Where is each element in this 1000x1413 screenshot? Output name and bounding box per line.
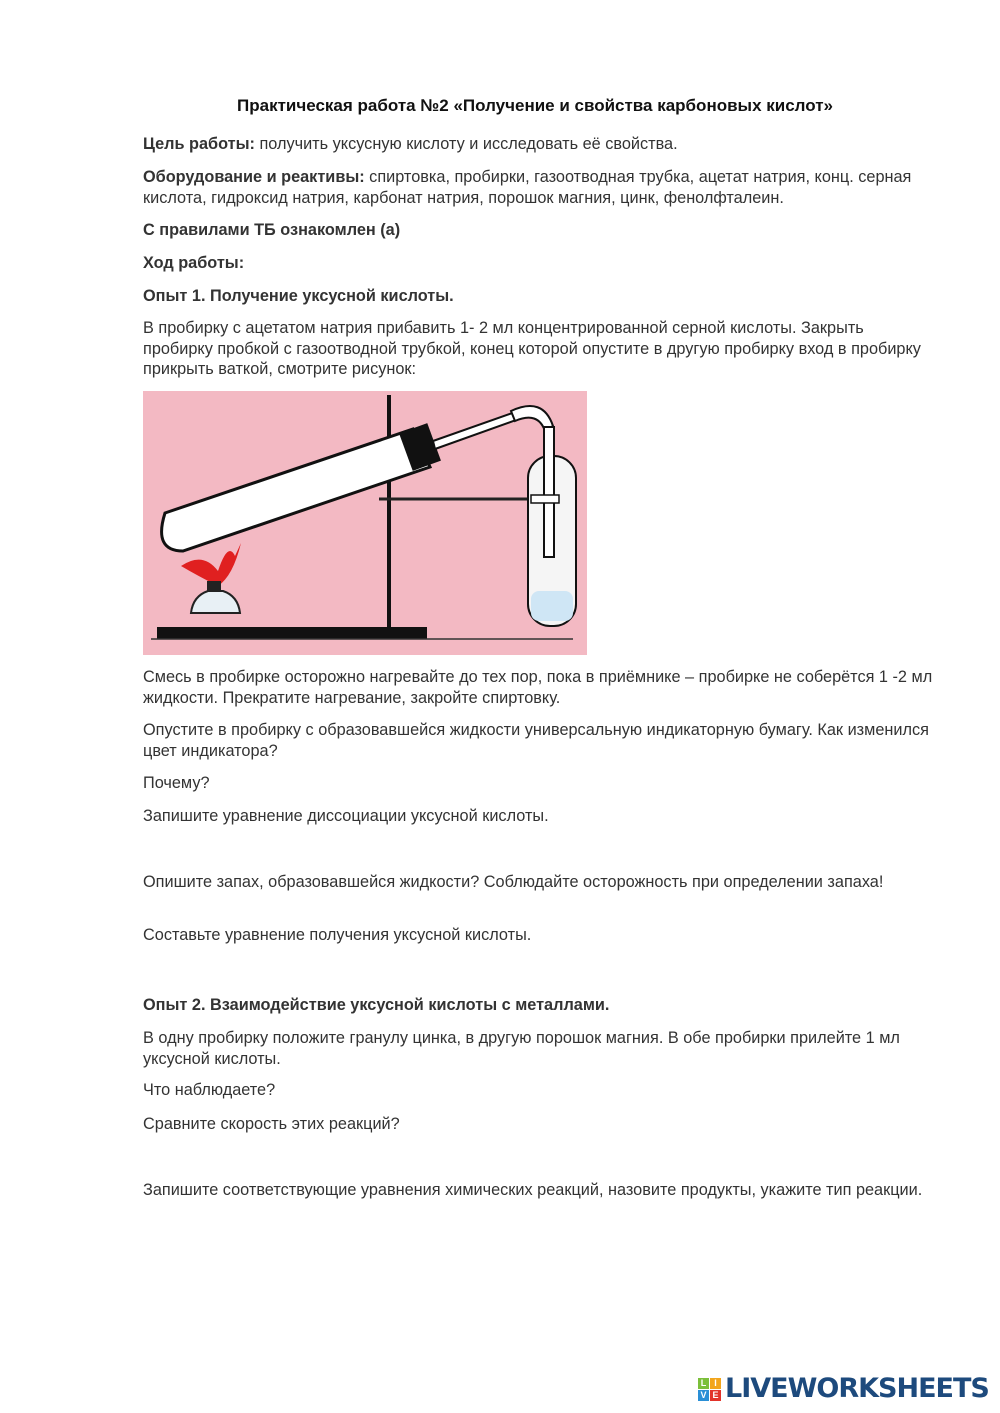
exp1-smell: Опишите запах, образовавшейся жидкости? Соблюдайте осторожность при определении запаха! (143, 873, 884, 891)
exp2-title: Опыт 2. Взаимодействие уксусной кислоты с металлами. (143, 996, 610, 1014)
exp2-equations: Запишите соответствующие уравнения химических реакций, назовите продукты, укажите тип реакции. (143, 1181, 923, 1199)
exp1-title: Опыт 1. Получение уксусной кислоты. (143, 287, 454, 305)
exp1-heating: Смесь в пробирке осторожно нагревайте до тех пор, пока в приёмнике – пробирке не соберётся 1 -2 мл жидкости. Прекратите нагревание, закройте спиртовку. (143, 668, 933, 707)
exp1-dissociation: Запишите уравнение диссоциации уксусной кислоты. (143, 807, 549, 825)
equipment-text: спиртовка, пробирки, газоотводная трубка, ацетат натрия, конц. серная кислота, гидроксид натрия, карбонат натрия, порошок магния, цинк, фенолфталеин. (143, 168, 912, 207)
logo-letter: I (710, 1378, 721, 1389)
exp2-observe: Что наблюдаете? (143, 1081, 276, 1099)
safety-note: С правилами ТБ ознакомлен (а) (143, 221, 401, 239)
logo-icon (698, 1378, 721, 1401)
equipment (143, 167, 933, 208)
exp2-compare: Сравните скорость этих реакций? (143, 1115, 400, 1133)
exp1-indicator: Опустите в пробирку с образовавшейся жидкости универсальную индикаторную бумагу. Как изменился цвет индикатора? (143, 721, 929, 760)
equipment-label: Оборудование и реактивы: (143, 168, 365, 186)
liveworksheets-logo (698, 1373, 989, 1405)
logo-letter: V (698, 1390, 709, 1401)
goal-label: Цель работы: (143, 135, 255, 153)
goal (143, 134, 933, 155)
goal-text: получить уксусную кислоту и исследовать её свойства. (254, 135, 678, 153)
logo-letter: E (710, 1390, 721, 1401)
exp1-intro: В пробирку с ацетатом натрия прибавить 1- 2 мл концентрированной серной кислоты. Закрыть пробирку пробкой с газоотводной трубкой, конец которой опустите в другую пробирку вход в пробирку прикрыть ваткой, смотрите рисунок: (143, 319, 921, 378)
exp1-equation: Составьте уравнение получения уксусной кислоты. (143, 926, 532, 944)
procedure-heading: Ход работы: (143, 254, 245, 272)
logo-letter: L (698, 1378, 709, 1389)
apparatus-illustration (143, 391, 587, 655)
page-title: Практическая работа №2 «Получение и свойства карбоновых кислот» (237, 96, 833, 115)
logo-text: LIVEWORKSHEETS (725, 1373, 989, 1405)
exp2-intro: В одну пробирку положите гранулу цинка, в другую порошок магния. В обе пробирки прилейте 1 мл уксусной кислоты. (143, 1029, 900, 1068)
exp1-why: Почему? (143, 774, 210, 792)
